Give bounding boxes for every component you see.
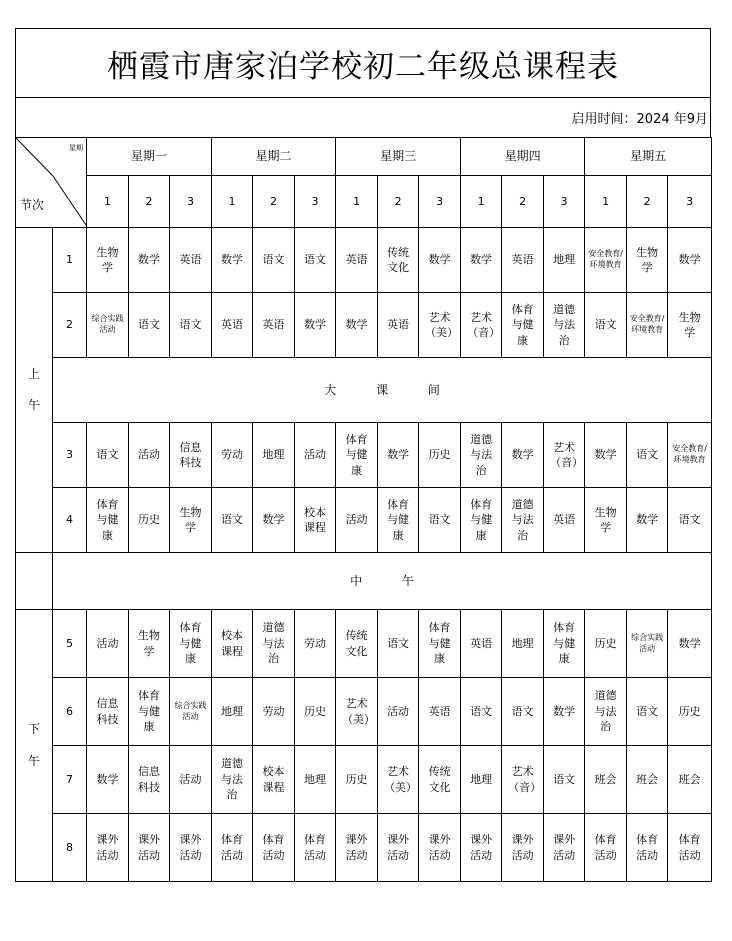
row-number: 3 (53, 423, 87, 488)
lesson-cell: 课外活动 (129, 814, 170, 882)
section-char: 上 (27, 366, 40, 381)
day-header: 星期五 (585, 138, 712, 176)
lesson-cell: 体育与健康 (336, 423, 378, 488)
lesson-cell: 艺术（美） (336, 678, 378, 746)
lesson-cell: 英语 (170, 228, 212, 293)
lesson-cell: 地理 (461, 746, 502, 814)
lesson-cell: 课外活动 (378, 814, 419, 882)
lesson-cell: 语文 (212, 488, 253, 553)
lesson-cell: 活动 (295, 423, 336, 488)
lesson-cell: 体育与健康 (461, 488, 502, 553)
lesson-cell: 体育与健康 (170, 610, 212, 678)
lesson-cell: 艺术（美） (419, 293, 461, 358)
lesson-cell: 地理 (212, 678, 253, 746)
lesson-cell: 生物学 (87, 228, 129, 293)
lesson-cell: 体育与健康 (544, 610, 585, 678)
lesson-cell: 语文 (87, 423, 129, 488)
lesson-cell: 数学 (253, 488, 295, 553)
row-number: 4 (53, 488, 87, 553)
lesson-cell: 综合实践活动 (87, 293, 129, 358)
lesson-cell: 英语 (502, 228, 544, 293)
lesson-cell: 道德与法治 (212, 746, 253, 814)
lesson-cell: 英语 (253, 293, 295, 358)
lesson-cell: 地理 (544, 228, 585, 293)
row-number: 1 (53, 228, 87, 293)
lesson-cell: 语文 (461, 678, 502, 746)
band-noon: 中 午 (53, 553, 712, 610)
date-row (15, 98, 711, 137)
lesson-cell: 体育活动 (212, 814, 253, 882)
lesson-cell: 英语 (544, 488, 585, 553)
lesson-cell: 艺术（音） (461, 293, 502, 358)
period-number: 3 (668, 176, 712, 228)
period-number: 2 (129, 176, 170, 228)
lesson-cell: 传统文化 (336, 610, 378, 678)
lesson-cell: 数学 (129, 228, 170, 293)
section-char: 午 (27, 753, 40, 768)
band-break: 大 课 间 (53, 358, 712, 423)
period-number: 1 (87, 176, 129, 228)
lesson-cell: 体育活动 (253, 814, 295, 882)
day-header: 星期二 (212, 138, 336, 176)
period-number: 2 (502, 176, 544, 228)
timetable-sheet (15, 28, 711, 882)
row-number: 7 (53, 746, 87, 814)
lesson-cell: 活动 (336, 488, 378, 553)
lesson-cell: 数学 (336, 293, 378, 358)
period-number: 1 (212, 176, 253, 228)
lesson-cell: 道德与法治 (585, 678, 627, 746)
lesson-cell: 数学 (544, 678, 585, 746)
row-number: 8 (53, 814, 87, 882)
lesson-cell: 历史 (419, 423, 461, 488)
lesson-cell: 地理 (502, 610, 544, 678)
lesson-cell: 生物学 (585, 488, 627, 553)
lesson-cell: 体育活动 (585, 814, 627, 882)
lesson-cell: 课外活动 (336, 814, 378, 882)
lesson-cell: 劳动 (295, 610, 336, 678)
noon-blank (16, 553, 53, 610)
day-header: 星期四 (461, 138, 585, 176)
lesson-cell: 语文 (668, 488, 712, 553)
lesson-cell: 语文 (378, 610, 419, 678)
lesson-cell: 校本课程 (295, 488, 336, 553)
lesson-cell: 生物学 (129, 610, 170, 678)
lesson-cell: 课外活动 (170, 814, 212, 882)
lesson-cell: 体育与健康 (87, 488, 129, 553)
lesson-cell: 校本课程 (253, 746, 295, 814)
lesson-cell: 语文 (253, 228, 295, 293)
corner-period-label: 节次 (20, 198, 45, 212)
lesson-cell: 语文 (627, 678, 668, 746)
lesson-cell: 历史 (129, 488, 170, 553)
row-number: 5 (53, 610, 87, 678)
lesson-cell: 历史 (585, 610, 627, 678)
lesson-cell: 信息科技 (170, 423, 212, 488)
lesson-cell: 体育活动 (295, 814, 336, 882)
lesson-cell: 活动 (87, 610, 129, 678)
lesson-cell: 道德与法治 (544, 293, 585, 358)
lesson-cell: 活动 (129, 423, 170, 488)
period-number: 3 (544, 176, 585, 228)
lesson-cell: 数学 (212, 228, 253, 293)
lesson-cell: 信息科技 (129, 746, 170, 814)
lesson-cell: 数学 (295, 293, 336, 358)
lesson-cell: 课外活动 (544, 814, 585, 882)
lesson-cell: 生物学 (668, 293, 712, 358)
lesson-cell: 数学 (585, 423, 627, 488)
lesson-cell: 历史 (668, 678, 712, 746)
lesson-cell: 数学 (668, 228, 712, 293)
lesson-cell: 艺术（音） (544, 423, 585, 488)
section-label-pm (16, 610, 53, 882)
lesson-cell: 劳动 (212, 423, 253, 488)
lesson-cell: 语文 (544, 746, 585, 814)
lesson-cell: 道德与法治 (461, 423, 502, 488)
period-number: 1 (461, 176, 502, 228)
lesson-cell: 数学 (668, 610, 712, 678)
lesson-cell: 英语 (419, 678, 461, 746)
lesson-cell: 地理 (253, 423, 295, 488)
period-number: 1 (336, 176, 378, 228)
lesson-cell: 数学 (87, 746, 129, 814)
lesson-cell: 英语 (378, 293, 419, 358)
effective-date: 启用时间：2024 年9月 (571, 112, 708, 127)
schedule-table (15, 137, 712, 882)
lesson-cell: 活动 (170, 746, 212, 814)
section-char: 午 (27, 398, 40, 412)
lesson-cell: 语文 (129, 293, 170, 358)
period-number: 3 (419, 176, 461, 228)
lesson-cell: 班会 (585, 746, 627, 814)
lesson-cell: 活动 (378, 678, 419, 746)
lesson-cell: 传统文化 (378, 228, 419, 293)
day-header: 星期三 (336, 138, 461, 176)
lesson-cell: 课外活动 (419, 814, 461, 882)
lesson-cell: 语文 (502, 678, 544, 746)
lesson-cell: 综合实践活动 (170, 678, 212, 746)
lesson-cell: 语文 (170, 293, 212, 358)
lesson-cell: 安全教育/环境教育 (668, 423, 712, 488)
section-label-am (16, 228, 53, 553)
row-number: 2 (53, 293, 87, 358)
lesson-cell: 体育与健康 (129, 678, 170, 746)
period-number: 2 (627, 176, 668, 228)
period-number: 3 (295, 176, 336, 228)
section-char: 下 (27, 722, 40, 737)
lesson-cell: 安全教育/环境教育 (627, 293, 668, 358)
lesson-cell: 综合实践活动 (627, 610, 668, 678)
lesson-cell: 班会 (668, 746, 712, 814)
lesson-cell: 安全教育/环境教育 (585, 228, 627, 293)
period-number: 1 (585, 176, 627, 228)
lesson-cell: 体育活动 (627, 814, 668, 882)
header-corner (16, 138, 87, 228)
lesson-cell: 体育与健康 (419, 610, 461, 678)
lesson-cell: 班会 (627, 746, 668, 814)
lesson-cell: 英语 (461, 610, 502, 678)
lesson-cell: 道德与法治 (253, 610, 295, 678)
lesson-cell: 体育与健康 (378, 488, 419, 553)
period-number: 3 (170, 176, 212, 228)
lesson-cell: 体育活动 (668, 814, 712, 882)
lesson-cell: 数学 (627, 488, 668, 553)
lesson-cell: 地理 (295, 746, 336, 814)
lesson-cell: 生物学 (627, 228, 668, 293)
lesson-cell: 生物学 (170, 488, 212, 553)
lesson-cell: 语文 (585, 293, 627, 358)
corner-weekday-label: 星期 (69, 144, 83, 152)
page-title: 栖霞市唐家泊学校初二年级总课程表 (107, 48, 619, 85)
lesson-cell: 语文 (295, 228, 336, 293)
lesson-cell: 传统文化 (419, 746, 461, 814)
lesson-cell: 英语 (336, 228, 378, 293)
lesson-cell: 历史 (295, 678, 336, 746)
day-header: 星期一 (87, 138, 212, 176)
lesson-cell: 语文 (419, 488, 461, 553)
title-row (15, 28, 711, 98)
lesson-cell: 语文 (627, 423, 668, 488)
lesson-cell: 校本课程 (212, 610, 253, 678)
lesson-cell: 艺术（音） (502, 746, 544, 814)
lesson-cell: 数学 (502, 423, 544, 488)
lesson-cell: 道德与法治 (502, 488, 544, 553)
lesson-cell: 数学 (419, 228, 461, 293)
row-number: 6 (53, 678, 87, 746)
lesson-cell: 信息科技 (87, 678, 129, 746)
lesson-cell: 课外活动 (461, 814, 502, 882)
lesson-cell: 劳动 (253, 678, 295, 746)
lesson-cell: 数学 (461, 228, 502, 293)
lesson-cell: 体育与健康 (502, 293, 544, 358)
lesson-cell: 英语 (212, 293, 253, 358)
period-number: 2 (253, 176, 295, 228)
lesson-cell: 数学 (378, 423, 419, 488)
lesson-cell: 课外活动 (87, 814, 129, 882)
lesson-cell: 历史 (336, 746, 378, 814)
lesson-cell: 艺术（美） (378, 746, 419, 814)
period-number: 2 (378, 176, 419, 228)
lesson-cell: 课外活动 (502, 814, 544, 882)
